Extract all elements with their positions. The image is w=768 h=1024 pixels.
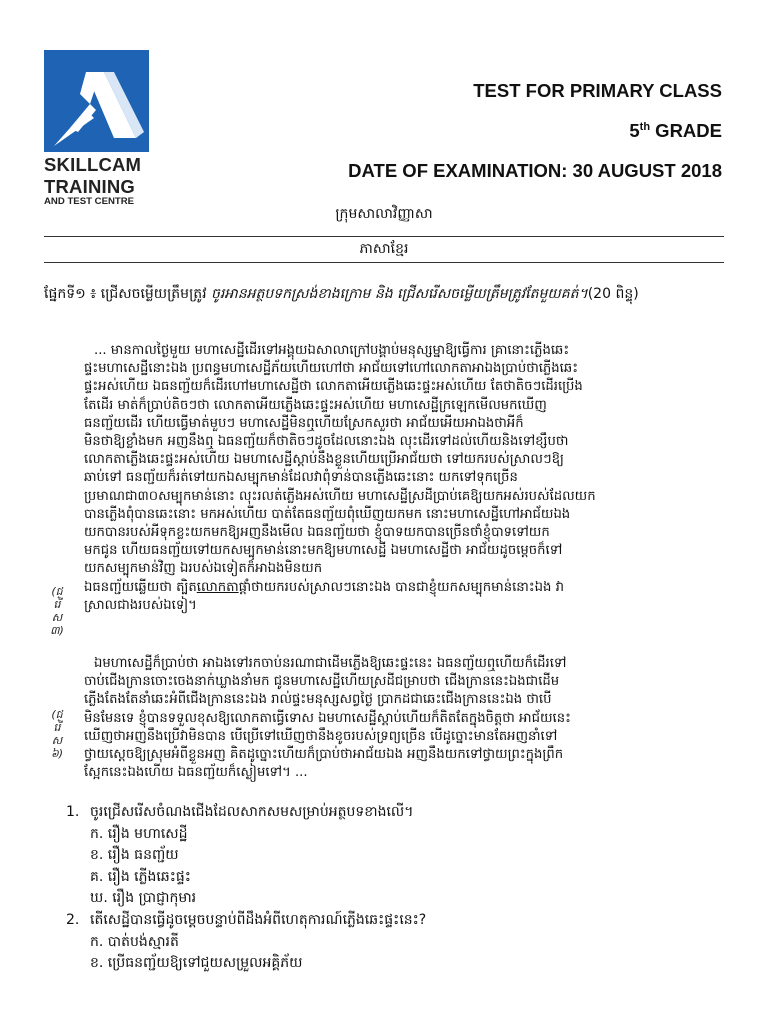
underlined-word: លោកតា bbox=[196, 579, 239, 595]
logo-mark-icon bbox=[44, 50, 149, 152]
question-item bbox=[66, 910, 724, 975]
story-line: មិនថាឱ្យខ្លាំងមក អញនឹងឮ ឯធនញ្ជ័យក៏ថាតិចៗដូចដែលនោះឯង លុះដើរទៅដល់ហើយនិងទៅខ្សឹបថា bbox=[84, 434, 569, 450]
margin-note-2: (ជ្ រើ ស ៦) bbox=[50, 708, 64, 760]
subject-title: ភាសាខ្មែរ bbox=[359, 241, 409, 257]
story-line: យកសម្បុកមាន់វិញ ឯរបស់ឯទៀតក៏អាឯងមិនយក bbox=[84, 561, 323, 577]
story-line: ឯមហាសេដ្ឋីក៏ប្រាប់ថា អាឯងទៅរកចាប់នរណាជាដើមភ្លើងឱ្យឆេះផ្ទះនេះ ឯធនញ្ជ័យឮហើយក៏ដើរទៅ bbox=[94, 656, 567, 671]
story-line: តែដើរ មាត់ក៏ប្រាប់តិចៗថា លោកតាអើយភ្លើងឆេះផ្ទះអស់ហើយ មហាសេដ្ឋីក្រឡេកមើលមកឃើញ bbox=[84, 397, 547, 413]
story-line: ស្រាលជាងរបស់ឯទៀ។ bbox=[84, 597, 197, 613]
story-line: បានភ្លើងពុំបានឆេះនោះ មកអស់ហើយ បាត់តែធនញ្ជ័យពុំឃើញយកមក នោះមហាសេដ្ឋីហៅអាជ័យឯង bbox=[84, 506, 571, 522]
divider-top bbox=[44, 236, 724, 237]
story-line: ធនញ្ជ័យដើរ ហើយធ្វើមាត់មួបៗ មហាសេដ្ឋីមិនឮហើយស្រែកសួរថា អាជ័យអើយអាឯងថាអីក៏ bbox=[84, 415, 524, 431]
exam-date: DATE OF EXAMINATION: 30 AUGUST 2018 bbox=[348, 160, 722, 181]
answer-option[interactable]: ខ. រឿង ធនញ្ជ័យ bbox=[90, 847, 179, 864]
question-text: ចូរជ្រើសរើសចំណងជើងដែលសាកសមសម្រាប់អត្ថបទខាងលើ។ bbox=[90, 804, 414, 820]
story-line: ឆាប់ទៅ ធនញ្ជ័យក៏រត់ទៅយកឯសម្បុកមាន់ដែលវាពុំទាន់បានភ្លើងឆេះនោះ យកទៅទុកច្រើន bbox=[84, 470, 518, 486]
story-line: មិនមែនទេ ខ្ញុំបានទទួលខុសឱ្យលោកតាធ្វើទោស ឯមហាសេដ្ឋីស្ដាប់ហើយក៏តិតតែក្នុងចិត្តថា អាជ័យនេះ bbox=[84, 710, 571, 726]
question-list bbox=[66, 802, 724, 975]
question-number: 1. bbox=[66, 804, 80, 820]
logo-text-centre: AND TEST CENTRE bbox=[44, 196, 135, 207]
story-line: ឯធនញ្ជ័យឆ្លើយថា ត្បិតលោកតាផ្ដាំថាយករបស់ស្រាលៗនោះឯង បានជាខ្ញុំយកសម្បុកមាន់នោះឯង វា bbox=[84, 579, 564, 595]
story-paragraph-2 bbox=[84, 655, 724, 782]
answer-option[interactable]: ក. រឿង មហាសេដ្ឋី bbox=[90, 825, 188, 842]
section-instruction bbox=[44, 283, 724, 305]
section-points: (20 ពិន្ទុ) bbox=[587, 286, 639, 302]
test-title: TEST FOR PRIMARY CLASS bbox=[473, 80, 722, 101]
answer-option[interactable]: ខ. ប្រើធនញ្ជ័យឱ្យទៅជួយសម្រួលអគ្គិភ័យ bbox=[90, 955, 303, 972]
story-line: ថ្វាយស្ដេចឱ្យស្រុមអំពីខ្លួនអញ គិតដូច្នោះហើយក៏ប្រាប់ថាអាជ័យឯង អញនឹងយកទៅថ្វាយព្រះក្នុងព្រឹក bbox=[84, 747, 564, 763]
story-line: ភ្លើងតែងតែនាំឆេះអំពីជើងក្រាននេះឯង រាល់ផ្ទះមនុស្សសព្វថ្ងៃ ប្រាកដជាឆេះជើងក្រាននេះឯង ថាបើ bbox=[84, 692, 552, 708]
story-line: មកជូន ហើយធនញ្ជ័យទៅយកសម្បុកមាន់នោះមកឱ្យមហាសេដ្ឋី ឯមហាសេដ្ឋីថា អាជ័យដូចម្ដេចក៏ទៅ bbox=[84, 543, 563, 559]
question-item bbox=[66, 802, 724, 910]
answer-option[interactable]: ឃ. រឿង ប្រាជ្ញាកុមារ bbox=[90, 890, 197, 907]
section-label: ផ្នែកទី១ ៖ ជ្រើសចម្លើយត្រឹមត្រូវ bbox=[44, 286, 212, 302]
question-text: តើសេដ្ឋីបានធ្វើដូចម្ដេចបន្ទាប់ពីដឹងអំពីហេតុការណ៍ភ្លើងឆេះផ្ទះនេះ? bbox=[90, 911, 427, 928]
story-line: យកបានរបស់អីទុកខ្លះយកមកឱ្យអញនឹងមើល ឯធនញ្ជ័យថា ខ្ញុំបាទយកបានច្រើនថាំខ្ញុំបាទទៅយក bbox=[84, 525, 550, 541]
story-line: ផ្ទះអស់ហើយ ឯធនញ្ជ័យក៏ដើរហៅមហាសេដ្ឋីថា លោកតាអើយភ្លើងឆេះផ្ទះអស់ហើយ តែថាតិចៗដើរប្រើង bbox=[84, 379, 583, 395]
answer-option[interactable]: ក. បាត់បង់ស្មារតី bbox=[90, 933, 179, 950]
section-instruction-text: ចូរអានអត្ថបទកស្រង់ខាងក្រោម និង ជ្រើសរើសចម្លើយត្រឹមត្រូវតែមួយគត់។ bbox=[211, 286, 588, 302]
story-line: ឃើញថាអញនឹងប្រើវាមិនបាន បើប្រើទៅឃើញថានឹងខូចរបស់ទ្រព្យច្រើន បើដូច្នោះមានតែអញនាំទៅ bbox=[84, 728, 558, 744]
school-label: ក្រុមសាលាវិញ្ញាសា bbox=[335, 206, 433, 222]
story-line: ចាប់ជើងក្រានចោះចេងនាក់ឃ្លាងនាំមក ជូនមហាសេដ្ឋីហើយស្រដីជម្រាបថា ជើងក្រាននេះឯងជាដើម bbox=[84, 674, 560, 690]
story-line: ប្រមាណជា៣០សម្បុកមាន់នោះ លុះរលត់ភ្លើងអស់ហើយ មហាសេដ្ឋីស្រដីប្រាប់គេឱ្យយកអស់របស់ដែលយក bbox=[84, 488, 596, 504]
story-line: លោកតាភ្លើងឆេះផ្ទះអស់ហើយ ឯមហាសេដ្ឋីស្ដាប់នឹងខ្លួនហើយប្រើអាជ័យថា ទៅយករបស់ស្រាលៗឱ្យ bbox=[84, 452, 564, 468]
story-line: ស្អែកនេះឯងហើយ ឯធនញ្ជ័យក៏ស្ងៀមទៅ។ ... bbox=[84, 765, 308, 781]
story-line: ផ្ទះមហាសេដ្ឋីនោះឯង ប្រពន្ធមហាសេដ្ឋីភ័យហើយហៅថា អាជ័យទៅហៅលោកតាអាឯងប្រាប់ថាភ្លើងឆេះ bbox=[84, 361, 579, 377]
logo-text-skillcam: SKILLCAM bbox=[44, 154, 142, 175]
question-number: 2. bbox=[66, 911, 80, 928]
grade-label: 5th GRADE bbox=[629, 120, 722, 141]
company-logo bbox=[44, 50, 154, 208]
margin-note-1: (ជ្ រើ ស ៣) bbox=[50, 585, 64, 637]
story-paragraph-1 bbox=[84, 342, 724, 615]
answer-option[interactable]: គ. រឿង ភ្លើងឆេះផ្ទះ bbox=[90, 868, 191, 885]
divider-bottom bbox=[44, 262, 724, 263]
logo-text-training: TRAINING bbox=[44, 176, 136, 197]
story-line: ... មានកាលថ្ងៃមួយ មហាសេដ្ឋីដើរទៅអង្គុយឯសាលាក្រៅបង្គាប់មនុស្សម្នាឱ្យធ្វើការ គ្រានោះភ្លើងឆេះ bbox=[94, 343, 570, 358]
